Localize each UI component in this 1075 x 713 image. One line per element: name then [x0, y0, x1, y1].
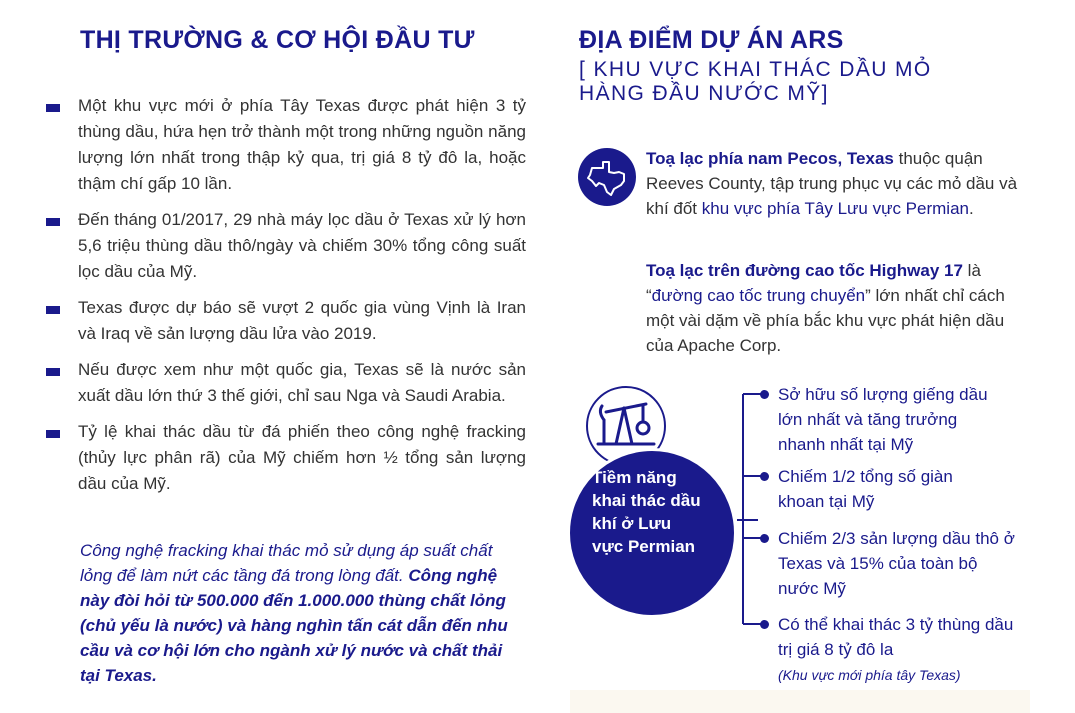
list-item: Tỷ lệ khai thác dầu từ đá phiến theo công nghệ fracking (thủy lực phân rã) của Mỹ chiếm hơn ½ tổng sản lượng dầu của Mỹ.	[46, 419, 526, 497]
bottom-fade-strip	[570, 690, 1030, 713]
permian-fact-reserves: Có thể khai thác 3 tỷ thùng dầu trị giá 8 tỷ đô la (Khu vực mới phía tây Texas)	[778, 615, 1014, 683]
permian-fact-wells: Sở hữu số lượng giếng dầu lớn nhất và tăng trưởng nhanh nhất tại Mỹ	[778, 385, 988, 454]
list-item: Texas được dự báo sẽ vượt 2 quốc gia vùng Vịnh là Iran và Iraq về sản lượng dầu lửa vào 2019.	[46, 295, 526, 347]
right-subtitle-line1: [ KHU VỰC KHAI THÁC DẦU MỎ	[579, 58, 932, 81]
tree-dot-icon	[760, 534, 769, 543]
tree-dot-icon	[760, 390, 769, 399]
left-section-title: THỊ TRƯỜNG & CƠ HỘI ĐẦU TƯ	[80, 26, 475, 54]
permian-fact-output: Chiếm 2/3 sản lượng dầu thô ở Texas và 15% của toàn bộ nước Mỹ	[778, 529, 1015, 598]
fracking-note-bold: Công nghệ này đòi hỏi từ 500.000 đến 1.000.000 thùng chất lỏng (chủ yếu là nước) và hàng nghìn tấn cát dẫn đến nhu cầu và cơ hội lớn cho ngành xử lý nước và chất thải tại Texas.	[80, 566, 508, 685]
permian-fact-rigs: Chiếm 1/2 tổng số giàn khoan tại Mỹ	[778, 467, 953, 511]
permian-potential-label: Tiềm năng khai thác dầu khí ở Lưu vực Permian	[592, 468, 701, 556]
list-item: Đến tháng 01/2017, 29 nhà máy lọc dầu ở Texas xử lý hơn 5,6 triệu thùng dầu thô/ngày và chiếm 30% tổng công suất lọc dầu của Mỹ.	[46, 207, 526, 285]
right-section-title: ĐỊA ĐIỂM DỰ ÁN ARS	[579, 26, 844, 54]
tree-dot-icon	[760, 620, 769, 629]
right-subtitle-line2: HÀNG ĐẦU NƯỚC MỸ]	[579, 82, 829, 105]
location-highway-paragraph: Toạ lạc trên đường cao tốc Highway 17 là “đường cao tốc trung chuyển” lớn nhất chỉ cách một vài dặm về phía bắc khu vực phát hiện dầu của Apache Corp.	[646, 261, 1005, 355]
tree-dot-icon	[760, 472, 769, 481]
location-pecos-paragraph: Toạ lạc phía nam Pecos, Texas thuộc quận Reeves County, tập trung phục vụ các mỏ dầu và khí đốt khu vực phía Tây Lưu vực Permian.	[646, 149, 1018, 218]
permian-fact-source: (Khu vực mới phía tây Texas)	[778, 667, 961, 683]
fracking-note-italic: Công nghệ fracking khai thác mỏ sử dụng áp suất chất lỏng để làm nứt các tầng đá trong lòng đất.	[80, 541, 493, 585]
list-item: Nếu được xem như một quốc gia, Texas sẽ là nước sản xuất dầu lớn thứ 3 thế giới, chỉ sau Nga và Saudi Arabia.	[46, 357, 526, 409]
list-item: Một khu vực mới ở phía Tây Texas được phát hiện 3 tỷ thùng dầu, hứa hẹn trở thành một trong những nguồn năng lượng lớn nhất trong thập kỷ qua, trị giá 8 tỷ đô la, hoặc thậm chí gấp 10 lần.	[46, 93, 526, 197]
